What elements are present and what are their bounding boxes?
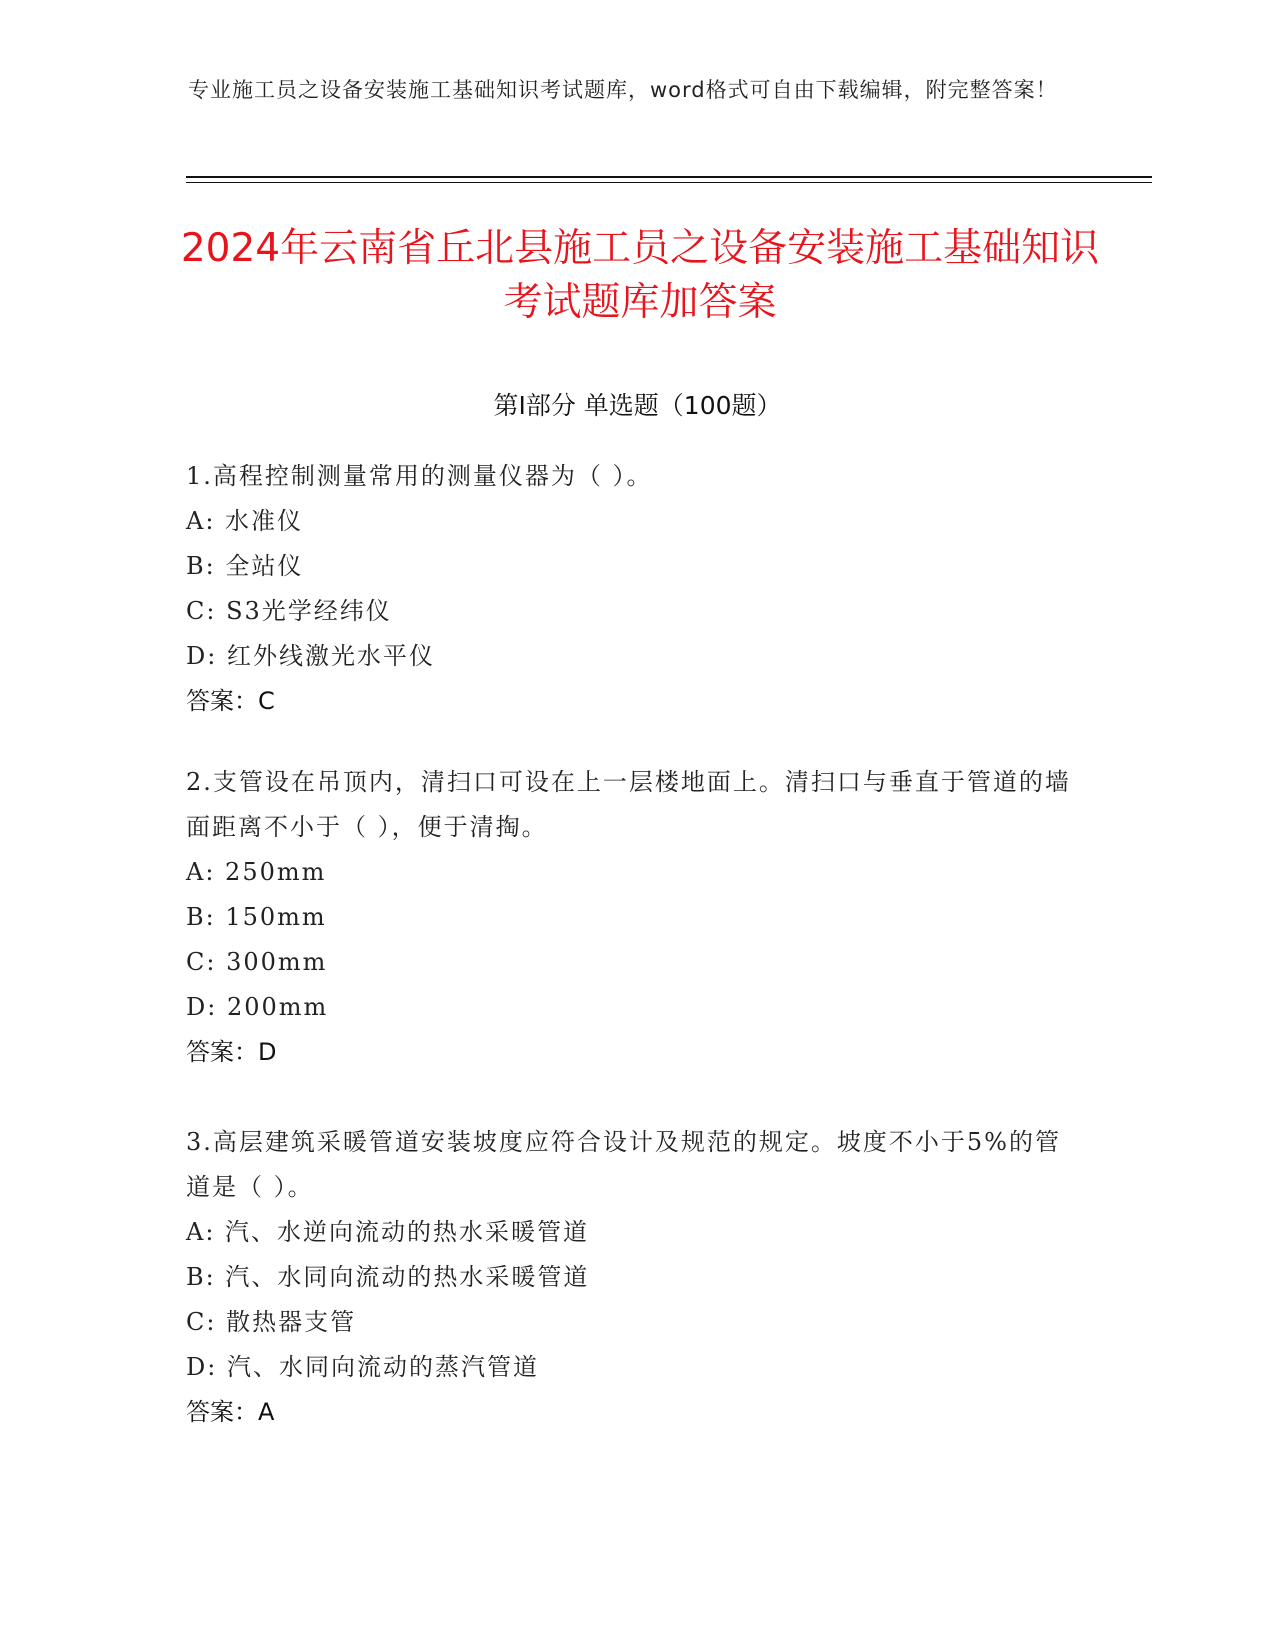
option-d: D: 200mm bbox=[186, 993, 329, 1021]
option-a: A: 250mm bbox=[186, 858, 327, 886]
option-c: C: S3光学经纬仪 bbox=[186, 597, 392, 625]
section-heading: 第I部分 单选题（100题） bbox=[493, 391, 782, 420]
question-text: 2.支管设在吊顶内，清扫口可设在上一层楼地面上。清扫口与垂直于管道的墙面距离不小于（ ），便于清掏。 bbox=[186, 768, 1071, 841]
question-3 bbox=[186, 1120, 1086, 1435]
option-d: D: 汽、水同向流动的蒸汽管道 bbox=[186, 1353, 539, 1381]
option-c: C: 散热器支管 bbox=[186, 1308, 357, 1336]
option-b: B: 全站仪 bbox=[186, 552, 304, 580]
question-1 bbox=[186, 454, 1086, 724]
option-b: B: 150mm bbox=[186, 903, 327, 931]
answer: 答案：C bbox=[186, 687, 275, 715]
header-rule-thick bbox=[186, 176, 1152, 178]
option-c: C: 300mm bbox=[186, 948, 328, 976]
header-rule-thin bbox=[186, 182, 1152, 183]
question-2 bbox=[186, 760, 1086, 1075]
option-b: B: 汽、水同向流动的热水采暖管道 bbox=[186, 1263, 590, 1291]
document-title: 2024年云南省丘北县施工员之设备安装施工基础知识考试题库加答案 bbox=[180, 226, 1100, 325]
header-note: 专业施工员之设备安装施工基础知识考试题库，word格式可自由下载编辑，附完整答案！ bbox=[188, 78, 1058, 102]
answer: 答案：D bbox=[186, 1038, 277, 1066]
answer: 答案：A bbox=[186, 1398, 275, 1426]
question-text: 1.高程控制测量常用的测量仪器为（ ）。 bbox=[186, 462, 653, 490]
question-text: 3.高层建筑采暖管道安装坡度应符合设计及规范的规定。坡度不小于5%的管道是（ ）。 bbox=[186, 1128, 1061, 1201]
option-a: A: 汽、水逆向流动的热水采暖管道 bbox=[186, 1218, 590, 1246]
option-d: D: 红外线激光水平仪 bbox=[186, 642, 435, 670]
option-a: A: 水准仪 bbox=[186, 507, 304, 535]
